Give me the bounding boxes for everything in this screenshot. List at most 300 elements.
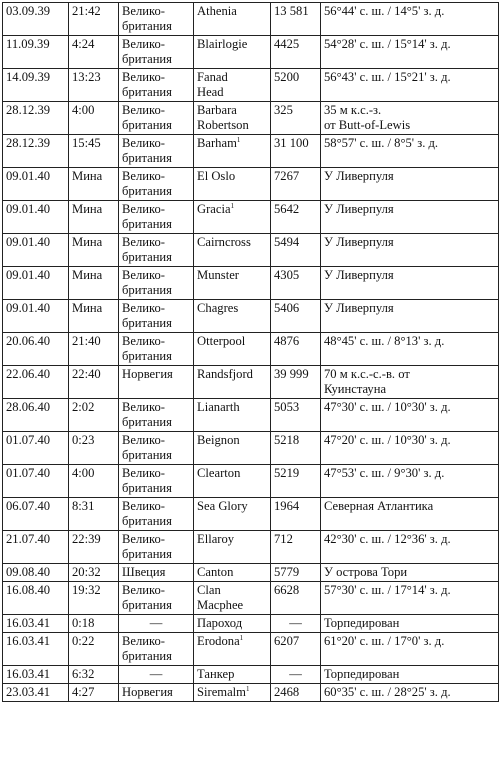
position-cell-text: У Ливерпуля bbox=[324, 301, 394, 315]
time-cell-text: 13:23 bbox=[72, 70, 101, 84]
country-cell-text: Велико- британия bbox=[122, 235, 172, 264]
ship-cell-text: Munster bbox=[197, 268, 239, 282]
position-cell-text: Торпедирован bbox=[324, 616, 400, 630]
time-cell bbox=[69, 432, 119, 465]
country-cell-text: Велико- британия bbox=[122, 268, 172, 297]
date-cell bbox=[3, 234, 69, 267]
tonnage-cell-text: 39 999 bbox=[274, 367, 309, 381]
country-cell-text: Велико- британия bbox=[122, 70, 172, 99]
country-cell-text: Велико- британия bbox=[122, 499, 172, 528]
table-row bbox=[3, 69, 499, 102]
position-cell-text: У Ливерпуля bbox=[324, 235, 394, 249]
table-row bbox=[3, 633, 499, 666]
country-cell-text: Велико- британия bbox=[122, 583, 172, 612]
country-cell-text: Велико- британия bbox=[122, 634, 172, 663]
tonnage-cell-text: 5053 bbox=[274, 400, 300, 414]
time-cell bbox=[69, 582, 119, 615]
date-cell-text: 14.09.39 bbox=[6, 70, 51, 84]
time-cell bbox=[69, 498, 119, 531]
ship-cell-text: Siremalm bbox=[197, 685, 246, 699]
tonnage-cell bbox=[271, 633, 321, 666]
date-cell bbox=[3, 201, 69, 234]
date-cell-text: 03.09.39 bbox=[6, 4, 51, 18]
date-cell bbox=[3, 102, 69, 135]
ship-cell-text: Randsfjord bbox=[197, 367, 253, 381]
time-cell bbox=[69, 684, 119, 702]
position-cell bbox=[321, 498, 499, 531]
date-cell-text: 09.01.40 bbox=[6, 235, 51, 249]
time-cell-text: 15:45 bbox=[72, 136, 101, 150]
time-cell bbox=[69, 333, 119, 366]
tonnage-cell bbox=[271, 102, 321, 135]
country-cell bbox=[119, 333, 194, 366]
date-cell bbox=[3, 582, 69, 615]
ship-cell bbox=[194, 234, 271, 267]
ship-cell bbox=[194, 102, 271, 135]
tonnage-cell bbox=[271, 366, 321, 399]
ship-cell-text: Canton bbox=[197, 565, 234, 579]
time-cell-text: 4:00 bbox=[72, 103, 95, 117]
country-cell-text: Велико- британия bbox=[122, 136, 172, 165]
tonnage-cell-text: 5218 bbox=[274, 433, 300, 447]
position-cell-text: 57°30' с. ш. / 17°14' з. д. bbox=[324, 583, 451, 597]
position-cell-text: У Ливерпуля bbox=[324, 268, 394, 282]
country-cell bbox=[119, 3, 194, 36]
time-cell-text: 21:42 bbox=[72, 4, 101, 18]
ship-losses-table bbox=[2, 2, 499, 702]
ship-cell bbox=[194, 366, 271, 399]
time-cell-text: 0:23 bbox=[72, 433, 95, 447]
date-cell-text: 01.07.40 bbox=[6, 466, 51, 480]
country-cell bbox=[119, 432, 194, 465]
position-cell-text: 48°45' с. ш. / 8°13' з. д. bbox=[324, 334, 445, 348]
time-cell bbox=[69, 234, 119, 267]
ship-cell bbox=[194, 201, 271, 234]
footnote-mark: 1 bbox=[230, 202, 235, 210]
position-cell bbox=[321, 633, 499, 666]
position-cell bbox=[321, 615, 499, 633]
time-cell-text: Мина bbox=[72, 268, 103, 282]
date-cell bbox=[3, 267, 69, 300]
time-cell bbox=[69, 102, 119, 135]
time-cell bbox=[69, 399, 119, 432]
position-cell-text: 35 м к.с.-з. от Butt-of-Lewis bbox=[324, 103, 411, 132]
date-cell-text: 28.12.39 bbox=[6, 136, 51, 150]
country-cell-text: Велико- британия bbox=[122, 169, 172, 198]
table-row bbox=[3, 564, 499, 582]
date-cell bbox=[3, 36, 69, 69]
date-cell bbox=[3, 564, 69, 582]
ship-cell-text: Fanad Head bbox=[197, 70, 228, 99]
time-cell bbox=[69, 69, 119, 102]
position-cell-text: У Ливерпуля bbox=[324, 169, 394, 183]
ship-cell bbox=[194, 498, 271, 531]
position-cell-text: 61°20' с. ш. / 17°0' з. д. bbox=[324, 634, 445, 648]
date-cell-text: 28.12.39 bbox=[6, 103, 51, 117]
table-row bbox=[3, 465, 499, 498]
ship-cell-text: Athenia bbox=[197, 4, 237, 18]
tonnage-cell bbox=[271, 684, 321, 702]
tonnage-cell bbox=[271, 3, 321, 36]
tonnage-cell bbox=[271, 300, 321, 333]
ship-cell-text: Clan Macphee bbox=[197, 583, 244, 612]
ship-cell bbox=[194, 615, 271, 633]
footnote-mark: 1 bbox=[236, 136, 241, 144]
tonnage-cell-text: 13 581 bbox=[274, 4, 309, 18]
country-cell bbox=[119, 684, 194, 702]
ship-cell bbox=[194, 531, 271, 564]
date-cell-text: 16.08.40 bbox=[6, 583, 51, 597]
position-cell-text: У Ливерпуля bbox=[324, 202, 394, 216]
position-cell bbox=[321, 102, 499, 135]
ship-cell-text: Lianarth bbox=[197, 400, 240, 414]
position-cell bbox=[321, 582, 499, 615]
ship-cell bbox=[194, 3, 271, 36]
table-row bbox=[3, 333, 499, 366]
country-cell bbox=[119, 69, 194, 102]
country-cell-text: Велико- британия bbox=[122, 103, 172, 132]
position-cell bbox=[321, 201, 499, 234]
country-cell bbox=[119, 36, 194, 69]
country-cell-text: Велико- британия bbox=[122, 400, 172, 429]
date-cell bbox=[3, 465, 69, 498]
date-cell bbox=[3, 135, 69, 168]
table-row bbox=[3, 234, 499, 267]
date-cell-text: 09.01.40 bbox=[6, 268, 51, 282]
table-row bbox=[3, 432, 499, 465]
position-cell bbox=[321, 366, 499, 399]
date-cell bbox=[3, 3, 69, 36]
table-row bbox=[3, 399, 499, 432]
position-cell bbox=[321, 432, 499, 465]
country-cell-text: Велико- британия bbox=[122, 433, 172, 462]
time-cell-text: 4:27 bbox=[72, 685, 95, 699]
ship-cell bbox=[194, 69, 271, 102]
time-cell-text: Мина bbox=[72, 235, 103, 249]
country-cell bbox=[119, 399, 194, 432]
tonnage-cell-text: 5779 bbox=[274, 565, 300, 579]
position-cell-text: 56°44' с. ш. / 14°5' з. д. bbox=[324, 4, 445, 18]
country-cell-text: Норвегия bbox=[122, 685, 173, 699]
country-cell bbox=[119, 564, 194, 582]
ship-cell bbox=[194, 633, 271, 666]
date-cell-text: 09.01.40 bbox=[6, 202, 51, 216]
country-cell-text: Велико- британия bbox=[122, 301, 172, 330]
ship-cell-text: Barham bbox=[197, 136, 237, 150]
time-cell-text: 6:32 bbox=[72, 667, 95, 681]
table-row bbox=[3, 300, 499, 333]
country-cell-text: Норвегия bbox=[122, 367, 173, 381]
date-cell-text: 16.03.41 bbox=[6, 667, 51, 681]
ship-cell bbox=[194, 666, 271, 684]
position-cell-text: У острова Тори bbox=[324, 565, 408, 579]
ship-cell-text: Cairncross bbox=[197, 235, 251, 249]
date-cell bbox=[3, 432, 69, 465]
tonnage-cell-text: 5406 bbox=[274, 301, 300, 315]
country-cell-text: Велико- британия bbox=[122, 4, 172, 33]
country-cell-text: Велико- британия bbox=[122, 334, 172, 363]
position-cell bbox=[321, 168, 499, 201]
position-cell-text: Северная Атлантика bbox=[324, 499, 434, 513]
ship-cell-text: El Oslo bbox=[197, 169, 236, 183]
table-row bbox=[3, 267, 499, 300]
position-cell-text: Торпедирован bbox=[324, 667, 400, 681]
tonnage-cell bbox=[271, 267, 321, 300]
tonnage-cell-text: 4305 bbox=[274, 268, 300, 282]
tonnage-cell-text: 4425 bbox=[274, 37, 300, 51]
time-cell-text: 2:02 bbox=[72, 400, 95, 414]
country-cell bbox=[119, 633, 194, 666]
time-cell bbox=[69, 36, 119, 69]
date-cell bbox=[3, 399, 69, 432]
position-cell-text: 42°30' с. ш. / 12°36' з. д. bbox=[324, 532, 451, 546]
position-cell bbox=[321, 3, 499, 36]
country-cell bbox=[119, 498, 194, 531]
ship-cell bbox=[194, 582, 271, 615]
ship-cell bbox=[194, 135, 271, 168]
time-cell-text: 22:40 bbox=[72, 367, 101, 381]
country-cell bbox=[119, 666, 194, 684]
table-row bbox=[3, 582, 499, 615]
time-cell bbox=[69, 465, 119, 498]
footnote-mark: 1 bbox=[245, 685, 250, 693]
tonnage-cell-text: 325 bbox=[274, 103, 293, 117]
ship-cell bbox=[194, 36, 271, 69]
table-row bbox=[3, 135, 499, 168]
position-cell-text: 47°53' с. ш. / 9°30' з. д. bbox=[324, 466, 445, 480]
position-cell-text: 56°43' с. ш. / 15°21' з. д. bbox=[324, 70, 451, 84]
table-row bbox=[3, 3, 499, 36]
ship-cell bbox=[194, 333, 271, 366]
date-cell-text: 09.01.40 bbox=[6, 169, 51, 183]
position-cell bbox=[321, 135, 499, 168]
tonnage-cell-text: 6628 bbox=[274, 583, 300, 597]
position-cell bbox=[321, 399, 499, 432]
date-cell bbox=[3, 531, 69, 564]
date-cell-text: 11.09.39 bbox=[6, 37, 50, 51]
ship-cell-text: Gracia bbox=[197, 202, 231, 216]
country-cell-text: — bbox=[149, 616, 163, 630]
tonnage-cell bbox=[271, 135, 321, 168]
ship-cell-text: Sea Glory bbox=[197, 499, 248, 513]
ship-cell-text: Beignon bbox=[197, 433, 240, 447]
country-cell bbox=[119, 135, 194, 168]
tonnage-cell-text: 5494 bbox=[274, 235, 300, 249]
country-cell bbox=[119, 531, 194, 564]
ship-cell bbox=[194, 399, 271, 432]
time-cell bbox=[69, 201, 119, 234]
ship-cell-text: Blairlogie bbox=[197, 37, 248, 51]
table-body bbox=[3, 3, 499, 702]
country-cell-text: — bbox=[149, 667, 163, 681]
position-cell-text: 47°20' с. ш. / 10°30' з. д. bbox=[324, 433, 451, 447]
date-cell-text: 16.03.41 bbox=[6, 634, 51, 648]
time-cell bbox=[69, 366, 119, 399]
time-cell bbox=[69, 267, 119, 300]
tonnage-cell-text: 5219 bbox=[274, 466, 300, 480]
table-row bbox=[3, 531, 499, 564]
tonnage-cell bbox=[271, 582, 321, 615]
ship-cell-text: Пароход bbox=[197, 616, 243, 630]
tonnage-cell-text: 7267 bbox=[274, 169, 300, 183]
ship-cell bbox=[194, 564, 271, 582]
ship-cell-text: Chagres bbox=[197, 301, 239, 315]
position-cell-text: 60°35' с. ш. / 28°25' з. д. bbox=[324, 685, 451, 699]
time-cell-text: 4:24 bbox=[72, 37, 95, 51]
position-cell bbox=[321, 531, 499, 564]
position-cell bbox=[321, 666, 499, 684]
time-cell bbox=[69, 564, 119, 582]
country-cell-text: Велико- британия bbox=[122, 202, 172, 231]
table-row bbox=[3, 201, 499, 234]
table-row bbox=[3, 168, 499, 201]
ship-cell-text: Erodona bbox=[197, 634, 240, 648]
ship-cell bbox=[194, 465, 271, 498]
ship-cell bbox=[194, 168, 271, 201]
table-row bbox=[3, 102, 499, 135]
tonnage-cell bbox=[271, 432, 321, 465]
time-cell-text: 19:32 bbox=[72, 583, 101, 597]
position-cell bbox=[321, 69, 499, 102]
tonnage-cell-text: — bbox=[289, 616, 302, 630]
position-cell-text: 58°57' с. ш. / 8°5' з. д. bbox=[324, 136, 439, 150]
position-cell bbox=[321, 300, 499, 333]
time-cell-text: 20:32 bbox=[72, 565, 101, 579]
ship-cell-text: Otterpool bbox=[197, 334, 246, 348]
time-cell-text: Мина bbox=[72, 169, 103, 183]
country-cell-text: Велико- британия bbox=[122, 466, 172, 495]
country-cell bbox=[119, 102, 194, 135]
date-cell-text: 06.07.40 bbox=[6, 499, 51, 513]
tonnage-cell bbox=[271, 465, 321, 498]
footnote-mark: 1 bbox=[239, 634, 244, 642]
position-cell-text: 70 м к.с.-с.-в. от Куинстауна bbox=[324, 367, 410, 396]
tonnage-cell-text: — bbox=[289, 667, 302, 681]
tonnage-cell-text: 4876 bbox=[274, 334, 300, 348]
country-cell bbox=[119, 267, 194, 300]
ship-cell-text: Ellaroy bbox=[197, 532, 235, 546]
tonnage-cell bbox=[271, 234, 321, 267]
time-cell bbox=[69, 633, 119, 666]
time-cell bbox=[69, 531, 119, 564]
tonnage-cell bbox=[271, 666, 321, 684]
position-cell bbox=[321, 267, 499, 300]
tonnage-cell-text: 712 bbox=[274, 532, 293, 546]
time-cell-text: Мина bbox=[72, 202, 103, 216]
tonnage-cell bbox=[271, 531, 321, 564]
tonnage-cell bbox=[271, 168, 321, 201]
tonnage-cell bbox=[271, 333, 321, 366]
position-cell bbox=[321, 234, 499, 267]
tonnage-cell-text: 2468 bbox=[274, 685, 300, 699]
table-row bbox=[3, 366, 499, 399]
table-row bbox=[3, 615, 499, 633]
country-cell bbox=[119, 615, 194, 633]
country-cell-text: Велико- британия bbox=[122, 37, 172, 66]
date-cell-text: 20.06.40 bbox=[6, 334, 51, 348]
date-cell-text: 28.06.40 bbox=[6, 400, 51, 414]
time-cell-text: Мина bbox=[72, 301, 103, 315]
country-cell bbox=[119, 582, 194, 615]
country-cell-text: Велико- британия bbox=[122, 532, 172, 561]
position-cell bbox=[321, 465, 499, 498]
time-cell bbox=[69, 615, 119, 633]
tonnage-cell bbox=[271, 615, 321, 633]
position-cell-text: 54°28' с. ш. / 15°14' з. д. bbox=[324, 37, 451, 51]
date-cell-text: 23.03.41 bbox=[6, 685, 51, 699]
position-cell-text: 47°30' с. ш. / 10°30' з. д. bbox=[324, 400, 451, 414]
time-cell-text: 21:40 bbox=[72, 334, 101, 348]
date-cell-text: 01.07.40 bbox=[6, 433, 51, 447]
ship-cell bbox=[194, 432, 271, 465]
date-cell bbox=[3, 684, 69, 702]
date-cell bbox=[3, 366, 69, 399]
date-cell bbox=[3, 300, 69, 333]
date-cell bbox=[3, 633, 69, 666]
country-cell bbox=[119, 465, 194, 498]
date-cell-text: 16.03.41 bbox=[6, 616, 51, 630]
country-cell-text: Швеция bbox=[122, 565, 166, 579]
tonnage-cell bbox=[271, 564, 321, 582]
ship-cell-text: Танкер bbox=[197, 667, 235, 681]
country-cell bbox=[119, 168, 194, 201]
tonnage-cell bbox=[271, 36, 321, 69]
tonnage-cell bbox=[271, 69, 321, 102]
time-cell-text: 22:39 bbox=[72, 532, 101, 546]
date-cell-text: 21.07.40 bbox=[6, 532, 51, 546]
position-cell bbox=[321, 333, 499, 366]
tonnage-cell-text: 1964 bbox=[274, 499, 300, 513]
table-row bbox=[3, 684, 499, 702]
tonnage-cell-text: 6207 bbox=[274, 634, 300, 648]
country-cell bbox=[119, 366, 194, 399]
table-row bbox=[3, 666, 499, 684]
table-row bbox=[3, 498, 499, 531]
tonnage-cell-text: 5642 bbox=[274, 202, 300, 216]
country-cell bbox=[119, 201, 194, 234]
time-cell-text: 0:18 bbox=[72, 616, 95, 630]
tonnage-cell bbox=[271, 201, 321, 234]
date-cell-text: 22.06.40 bbox=[6, 367, 51, 381]
ship-cell bbox=[194, 684, 271, 702]
time-cell-text: 4:00 bbox=[72, 466, 95, 480]
ship-cell bbox=[194, 300, 271, 333]
ship-cell-text: Barbara Robertson bbox=[197, 103, 249, 132]
tonnage-cell bbox=[271, 498, 321, 531]
table-row bbox=[3, 36, 499, 69]
date-cell bbox=[3, 333, 69, 366]
date-cell bbox=[3, 666, 69, 684]
position-cell bbox=[321, 36, 499, 69]
date-cell bbox=[3, 498, 69, 531]
tonnage-cell bbox=[271, 399, 321, 432]
ship-cell bbox=[194, 267, 271, 300]
position-cell bbox=[321, 684, 499, 702]
country-cell bbox=[119, 300, 194, 333]
time-cell bbox=[69, 300, 119, 333]
ship-cell-text: Clearton bbox=[197, 466, 241, 480]
country-cell bbox=[119, 234, 194, 267]
time-cell-text: 8:31 bbox=[72, 499, 95, 513]
time-cell bbox=[69, 135, 119, 168]
time-cell bbox=[69, 666, 119, 684]
time-cell bbox=[69, 3, 119, 36]
date-cell bbox=[3, 615, 69, 633]
tonnage-cell-text: 31 100 bbox=[274, 136, 309, 150]
date-cell-text: 09.01.40 bbox=[6, 301, 51, 315]
tonnage-cell-text: 5200 bbox=[274, 70, 300, 84]
date-cell bbox=[3, 69, 69, 102]
